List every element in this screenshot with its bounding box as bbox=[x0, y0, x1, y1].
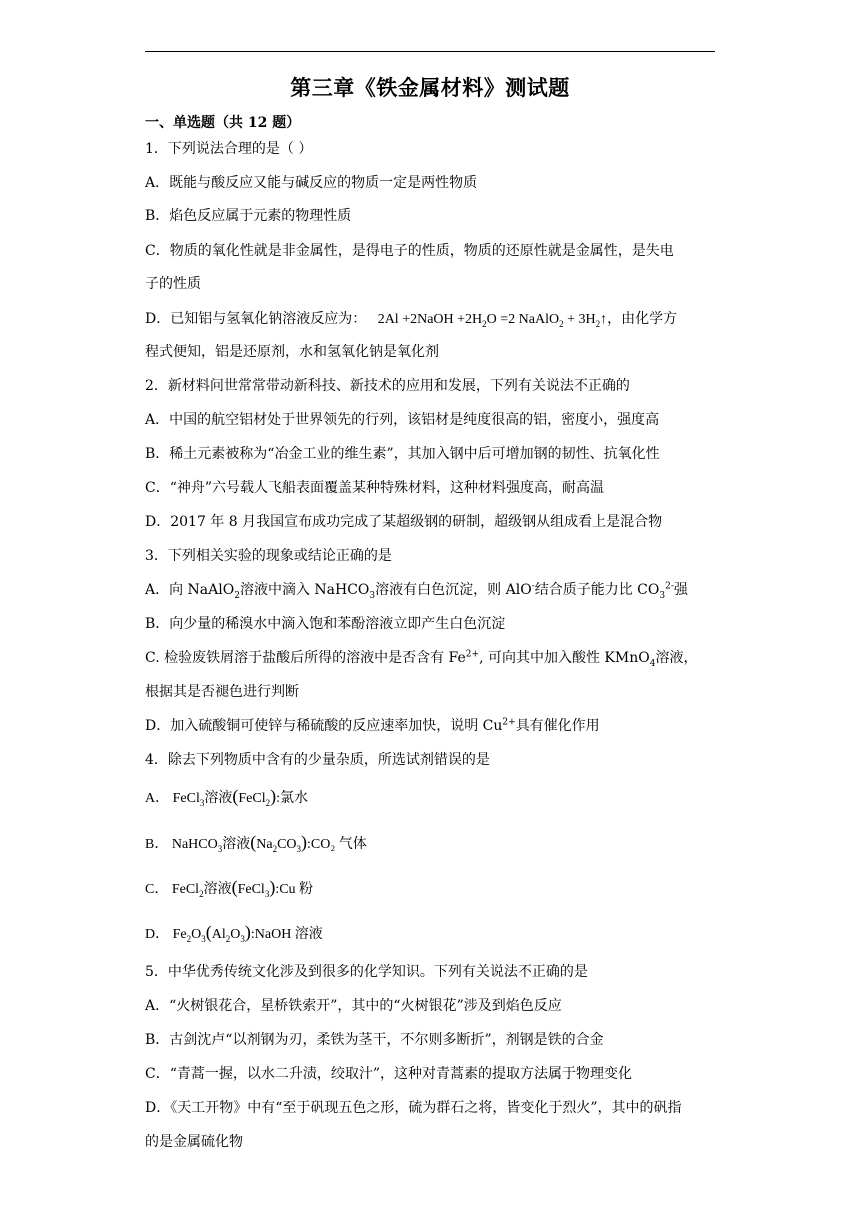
q1-stem: 1．下列说法合理的是（ ） bbox=[145, 141, 313, 157]
q4-option-a: A． FeCl$_3$溶液(FeCl$_2$):氯水 bbox=[145, 786, 308, 808]
q5-option-b: B．古剑沈卢“以剂钢为刃，柔铁为茎干，不尔则多断折”，剂钢是铁的合金 bbox=[145, 1032, 604, 1048]
q1-option-b: B．焰色反应属于元素的物理性质 bbox=[145, 208, 352, 224]
header-rule bbox=[145, 51, 715, 52]
q3-option-c-line1: C. 检验废铁屑溶于盐酸后所得的溶液中是否含有 $Fe^{2+}$, 可向其中加入酸性 KMnO$_4$溶液， bbox=[145, 649, 698, 669]
q2-option-d: D．2017 年 8 月我国宣布成功完成了某超级钢的研制，超级钢从组成看上是混合物 bbox=[145, 514, 663, 530]
q5-option-a: A．“火树银花合，星桥铁索开”，其中的“火树银花”涉及到焰色反应 bbox=[145, 998, 562, 1014]
q2-option-a: A．中国的航空铝材处于世界领先的行列，该铝材是纯度很高的铝，密度小，强度高 bbox=[145, 412, 660, 428]
q1-option-d-line2: 程式便知，铝是还原剂，水和氢氧化钠是氧化剂 bbox=[145, 344, 439, 360]
q1-option-a: A．既能与酸反应又能与碱反应的物质一定是两性物质 bbox=[145, 175, 478, 191]
q4-option-b: B． NaHCO$_3$溶液$(Na_2CO_3):CO_2$ 气体 bbox=[145, 832, 367, 854]
q2-stem: 2．新材料问世常常带动新科技、新技术的应用和发展，下列有关说法不正确的 bbox=[145, 378, 630, 394]
section-heading: 一、单选题（共 12 题） bbox=[145, 115, 301, 131]
q2-option-c: C．“神舟”六号载人飞船表面覆盖某种特殊材料，这种材料强度高，耐高温 bbox=[145, 480, 605, 496]
q4-option-c: C． FeCl$_2$溶液(FeCl$_3$):Cu 粉 bbox=[145, 877, 314, 899]
q1-option-d-line1: D．已知铝与氢氧化钠溶液反应为： 2Al +2NaOH $+2H_2O =2$ NaAlO$_2$ + $3H_2↑$，由化学方 bbox=[145, 311, 678, 329]
aluminum-naoh-equation: 2Al +2NaOH $+2H_2O =2$ NaAlO$_2$ + $3H_2↑$ bbox=[370, 312, 608, 329]
q5-option-d-line2: 的是金属硫化物 bbox=[145, 1134, 243, 1150]
q1-option-c-line2: 子的性质 bbox=[145, 276, 201, 292]
q2-option-b: B．稀土元素被称为“冶金工业的维生素”，其加入钢中后可增加钢的韧性、抗氧化性 bbox=[145, 446, 660, 462]
q3-option-d: D．加入硫酸铜可使锌与稀硫酸的反应速率加快，说明 $Cu^{2+}$具有催化作用 bbox=[145, 717, 600, 734]
q3-option-a: A．向 NaAlO$_2$溶液中滴入 NaHCO$_3$溶液有白色沉淀，则 AlO-结合质子能力比 $CO_3^{2-}$强 bbox=[145, 581, 688, 601]
q4-option-d: D． $Fe_2O_3(Al_2O_3):NaOH$ 溶液 bbox=[145, 922, 323, 944]
q5-stem: 5．中华优秀传统文化涉及到很多的化学知识。下列有关说法不正确的是 bbox=[145, 964, 588, 980]
page-title: 第三章《铁金属材料》测试题 bbox=[290, 75, 570, 100]
q3-stem: 3．下列相关实验的现象或结论正确的是 bbox=[145, 548, 392, 564]
q3-option-c-line2: 根据其是否褪色进行判断 bbox=[145, 684, 299, 700]
q5-option-c: C．“青蒿一握，以水二升渍，绞取汁”，这种对青蒿素的提取方法属于物理变化 bbox=[145, 1066, 633, 1082]
q1-option-c-line1: C．物质的氧化性就是非金属性，是得电子的性质，物质的还原性就是金属性，是失电 bbox=[145, 243, 674, 259]
q3-option-b: B．向少量的稀溴水中滴入饱和苯酚溶液立即产生白色沉淀 bbox=[145, 616, 506, 632]
q5-option-d-line1: D．《天工开物》中有“至于矾现五色之形，硫为群石之将，皆变化于烈火”，其中的矾指 bbox=[145, 1100, 682, 1116]
q4-stem: 4．除去下列物质中含有的少量杂质，所选试剂错误的是 bbox=[145, 752, 490, 768]
